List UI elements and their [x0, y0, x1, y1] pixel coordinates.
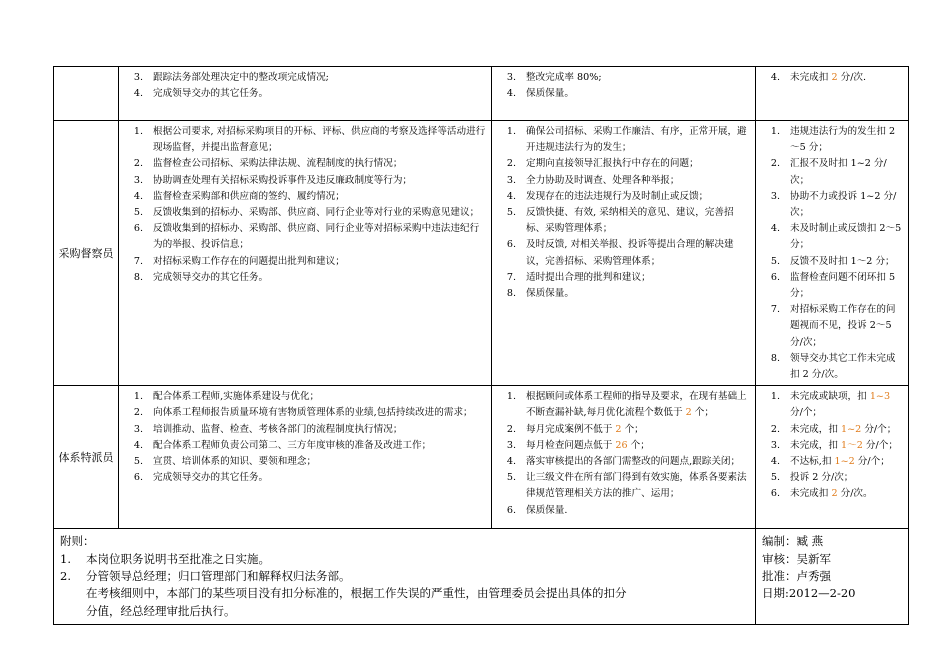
list-item [119, 405, 487, 421]
item-number: 1. [133, 391, 143, 403]
item-text: 整改完成率 80%; [526, 72, 602, 83]
item-number: 3. [770, 439, 780, 451]
list-item [119, 422, 487, 438]
item-text: 完成领导交办的其它任务。 [153, 271, 269, 283]
item-number: 8. [506, 288, 516, 300]
item-text: 保质保量. [526, 504, 568, 516]
list-item [492, 438, 751, 454]
list-item [756, 486, 904, 502]
table-row [54, 386, 909, 529]
highlight-value: 2 [615, 423, 622, 435]
item-number: 7. [770, 304, 780, 316]
item-text: 反馈收集到的招标办、采购部、供应商、同行企业等对行业的采购意见建议； [153, 207, 480, 219]
item-number: 4. [506, 456, 516, 468]
item-number: 6. [506, 239, 516, 251]
item-number: 6. [770, 488, 780, 500]
penalties-list [756, 121, 908, 385]
highlight-value: 1~2 [841, 423, 862, 435]
item-text: 配合体系工程师,实施体系建设与优化； [153, 391, 320, 403]
reviewer-label: 审核：吴新军 [762, 551, 831, 566]
list-item [756, 422, 904, 438]
item-text: 反馈不及时扣 1～2 分； [790, 255, 895, 267]
penalties-cell [756, 121, 909, 386]
list-item [492, 422, 751, 438]
item-text: 不达标,扣 1~2 分/个； [790, 456, 890, 468]
approver-label: 批准：卢秀强 [762, 569, 831, 584]
list-item [756, 70, 904, 86]
list-item [492, 124, 751, 156]
list-item [119, 254, 487, 270]
item-text: 反馈快捷、有效, 采纳相关的意见、建议，完善招标、采购管理体系； [526, 207, 734, 235]
duties-cell [119, 386, 492, 529]
item-number: 5. [133, 207, 143, 219]
list-item [492, 454, 751, 470]
highlight-value: 1~2 [834, 456, 855, 468]
item-text: 监督检查采购部和供应商的签约、履约情况； [153, 190, 345, 202]
penalties-cell [756, 386, 909, 529]
item-text: 未完成扣 2 分/次。 [790, 488, 873, 500]
item-number: 6. [770, 271, 780, 283]
duties-cell [119, 121, 492, 386]
item-text: 监督检查公司招标、采购法律法规、流程制度的执行情况； [153, 158, 403, 170]
item-text: 对招标采购工作存在的问题提出批判和建议； [153, 255, 345, 267]
item-number: 3. [133, 72, 143, 83]
item-text: 领导交办其它工作未完成扣 2 分/次。 [790, 352, 896, 381]
item-text: 对招标采购工作存在的问题视而不见，投诉 2～5 分/次； [790, 304, 896, 348]
item-number: 4. [133, 190, 143, 202]
list-item [119, 189, 487, 205]
item-text: 协助调查处理有关招标采购投诉事件及违反廉政制度等行为； [153, 174, 413, 186]
list-item [492, 86, 751, 102]
item-text: 全力协助及时调查、处理各种举报； [526, 174, 680, 186]
item-number: 4. [133, 439, 143, 451]
highlight-value: 1～2 [841, 439, 863, 451]
item-number: 8. [133, 271, 143, 283]
item-text: 未完成或缺项，扣 1~3 分/个； [790, 391, 891, 419]
list-item [492, 70, 751, 86]
standards-list [492, 121, 755, 304]
item-number: 7. [506, 271, 516, 283]
list-item [119, 156, 487, 172]
item-number: 1. [506, 126, 516, 137]
penalties-list [756, 67, 908, 88]
item-text: 未完成扣 2 分/次. [790, 72, 867, 83]
item-text: 向体系工程师报告质量环境有害物质管理体系的业绩,包括持续改进的需求； [153, 407, 473, 419]
list-item [492, 270, 751, 286]
item-number: 2. [506, 423, 516, 435]
item-number: 2. [770, 158, 780, 170]
duties-list [119, 121, 491, 288]
item-text: 根据顾问或体系工程师的指导及要求，在现有基础上不断查漏补缺,每月优化流程个数低于 2 个； [526, 391, 747, 419]
item-number: 6. [506, 504, 516, 516]
list-item [492, 503, 751, 519]
item-text: 及时反馈, 对相关举报、投诉等提出合理的解决建议，完善招标、采购管理体系； [526, 239, 734, 267]
list-item [119, 173, 487, 189]
list-item [492, 156, 751, 172]
date-label: 日期:2012—2-20 [762, 586, 856, 601]
note-extra: 在考核细则中，本部门的某些项目没有扣分标准的，根据工作失误的严重性，由管理委员会提出具体的扣分 [86, 586, 627, 601]
item-number: 6. [133, 472, 143, 484]
item-number: 3. [133, 423, 143, 435]
item-number: 5. [770, 472, 780, 484]
note-extra: 分值，经总经理审批后执行。 [86, 603, 236, 618]
item-number: 2. [506, 158, 516, 170]
item-number: 1. [506, 391, 516, 403]
duties-cell [119, 67, 492, 121]
list-item [492, 470, 751, 502]
item-number: 2. [133, 407, 143, 419]
item-text: 让三级文件在所有部门得到有效实施，体系各要素法律规范管理相关方法的推广、运用； [526, 472, 747, 500]
item-number: 5. [506, 472, 516, 484]
item-number: 2. [133, 158, 143, 170]
item-number: 1. [770, 126, 780, 137]
assessment-sheet [53, 66, 908, 625]
list-item [756, 124, 904, 156]
role-cell: 体系特派员 [54, 386, 119, 529]
item-number: 5. [506, 207, 516, 219]
item-text: 未完成，扣 1~2 分/个； [790, 423, 897, 435]
standards-list [492, 386, 755, 521]
item-text: 配合体系工程师负责公司第二、三方年度审核的准备及改进工作； [153, 439, 432, 451]
item-text: 完成领导交办的其它任务。 [153, 472, 269, 484]
list-item [119, 221, 487, 253]
list-item [119, 438, 487, 454]
item-text: 定期向直接领导汇报执行中存在的问题； [526, 158, 699, 170]
duties-list [119, 386, 491, 488]
item-number: 3. [506, 174, 516, 186]
list-item [756, 470, 904, 486]
item-text: 违规违法行为的发生扣 2～5 分； [790, 126, 896, 154]
standards-list [492, 67, 755, 104]
item-text: 保质保量。 [526, 288, 574, 300]
note-item: 1. 本岗位职务说明书至批准之日实施。 [60, 551, 270, 566]
list-item [756, 156, 904, 188]
list-item [756, 351, 904, 383]
list-item [492, 237, 751, 269]
item-number: 3. [133, 174, 143, 186]
item-text: 根据公司要求, 对招标采购项目的开标、评标、供应商的考察及选择等活动进行现场监督，并提出监督意见； [153, 126, 486, 154]
penalties-list [756, 386, 908, 504]
item-number: 3. [506, 439, 516, 451]
list-item [492, 173, 751, 189]
item-text: 反馈收集到的招标办、采购部、供应商、同行企业等对招标采购中违法违纪行为的举报、投诉信息； [153, 223, 480, 251]
item-text: 每月检查问题点低于 26 个； [526, 439, 650, 451]
list-item [119, 86, 487, 102]
list-item [492, 389, 751, 421]
item-text: 投诉 2 分/次； [790, 472, 854, 484]
list-item [119, 70, 487, 86]
item-text: 宣贯、培训体系的知识、要领和理念； [153, 456, 317, 468]
list-item [756, 389, 904, 421]
list-item [119, 205, 487, 221]
list-item [756, 221, 904, 253]
item-text: 未及时制止或反馈扣 2～5 分； [790, 223, 902, 251]
role-cell [54, 67, 119, 121]
duty-table [53, 66, 909, 625]
list-item [119, 389, 487, 405]
item-number: 4. [770, 72, 780, 83]
item-number: 4. [506, 88, 516, 100]
table-row [54, 121, 909, 386]
item-number: 7. [133, 255, 143, 267]
item-text: 未完成，扣 1～2 分/个； [790, 439, 898, 451]
table-row [54, 67, 909, 121]
list-item [119, 124, 487, 156]
editor-label: 编制：臧 燕 [762, 534, 824, 549]
note-item: 2. 分管领导总经理；归口管理部门和解释权归法务部。 [60, 569, 351, 584]
penalties-cell [756, 67, 909, 121]
duties-list [119, 67, 491, 104]
notes-title: 附则： [60, 534, 95, 549]
highlight-value: 1~3 [869, 391, 891, 403]
item-number: 4. [770, 456, 780, 468]
item-number: 1. [133, 126, 143, 137]
item-number: 1. [770, 391, 780, 403]
list-item [756, 454, 904, 470]
standards-cell [492, 386, 756, 529]
list-item [119, 470, 487, 486]
highlight-value: 2 [685, 407, 692, 419]
list-item [756, 270, 904, 302]
item-text: 保质保量。 [526, 88, 574, 100]
item-text: 完成领导交办的其它任务。 [153, 88, 269, 100]
role-cell: 采购督察员 [54, 121, 119, 386]
item-number: 4. [506, 190, 516, 202]
item-text: 协助不力或投诉 1~2 分/次； [790, 190, 897, 219]
item-number: 2. [770, 423, 780, 435]
item-text: 发现存在的违法违规行为及时制止或反馈； [526, 190, 709, 202]
item-text: 确保公司招标、采购工作廉洁、有序，正常开展，避开违规违法行为的发生； [526, 126, 747, 154]
highlight-value: 2 [831, 488, 838, 500]
item-number: 3. [770, 190, 780, 202]
item-number: 4. [133, 88, 143, 100]
standards-cell [492, 121, 756, 386]
item-text: 跟踪法务部处理决定中的整改项完成情况; [153, 72, 329, 83]
item-number: 8. [770, 352, 780, 364]
item-text: 落实审核提出的各部门需整改的问题点,跟踪关闭； [526, 456, 741, 468]
item-number: 3. [506, 72, 516, 83]
list-item [119, 454, 487, 470]
highlight-value: 2 [831, 72, 838, 83]
list-item [756, 302, 904, 351]
list-item [756, 438, 904, 454]
sign-cell [756, 529, 909, 625]
item-number: 4. [770, 223, 780, 235]
list-item [756, 189, 904, 221]
item-number: 6. [133, 223, 143, 235]
item-text: 适时提出合理的批判和建议； [526, 271, 651, 283]
list-item [119, 270, 487, 286]
notes-cell [54, 529, 756, 625]
item-text: 监督检查问题不闭环扣 5 分； [790, 271, 896, 300]
highlight-value: 26 [615, 439, 628, 451]
item-number: 5. [133, 456, 143, 468]
list-item [756, 254, 904, 270]
list-item [492, 286, 751, 302]
list-item [492, 189, 751, 205]
item-text: 每月完成案例不低于 2 个； [526, 423, 644, 435]
list-item [492, 205, 751, 237]
standards-cell [492, 67, 756, 121]
item-text: 培训推动、监督、检查、考核各部门的流程制度执行情况； [153, 423, 403, 435]
item-number: 5. [770, 255, 780, 267]
item-text: 汇报不及时扣 1~2 分/次； [790, 158, 887, 186]
